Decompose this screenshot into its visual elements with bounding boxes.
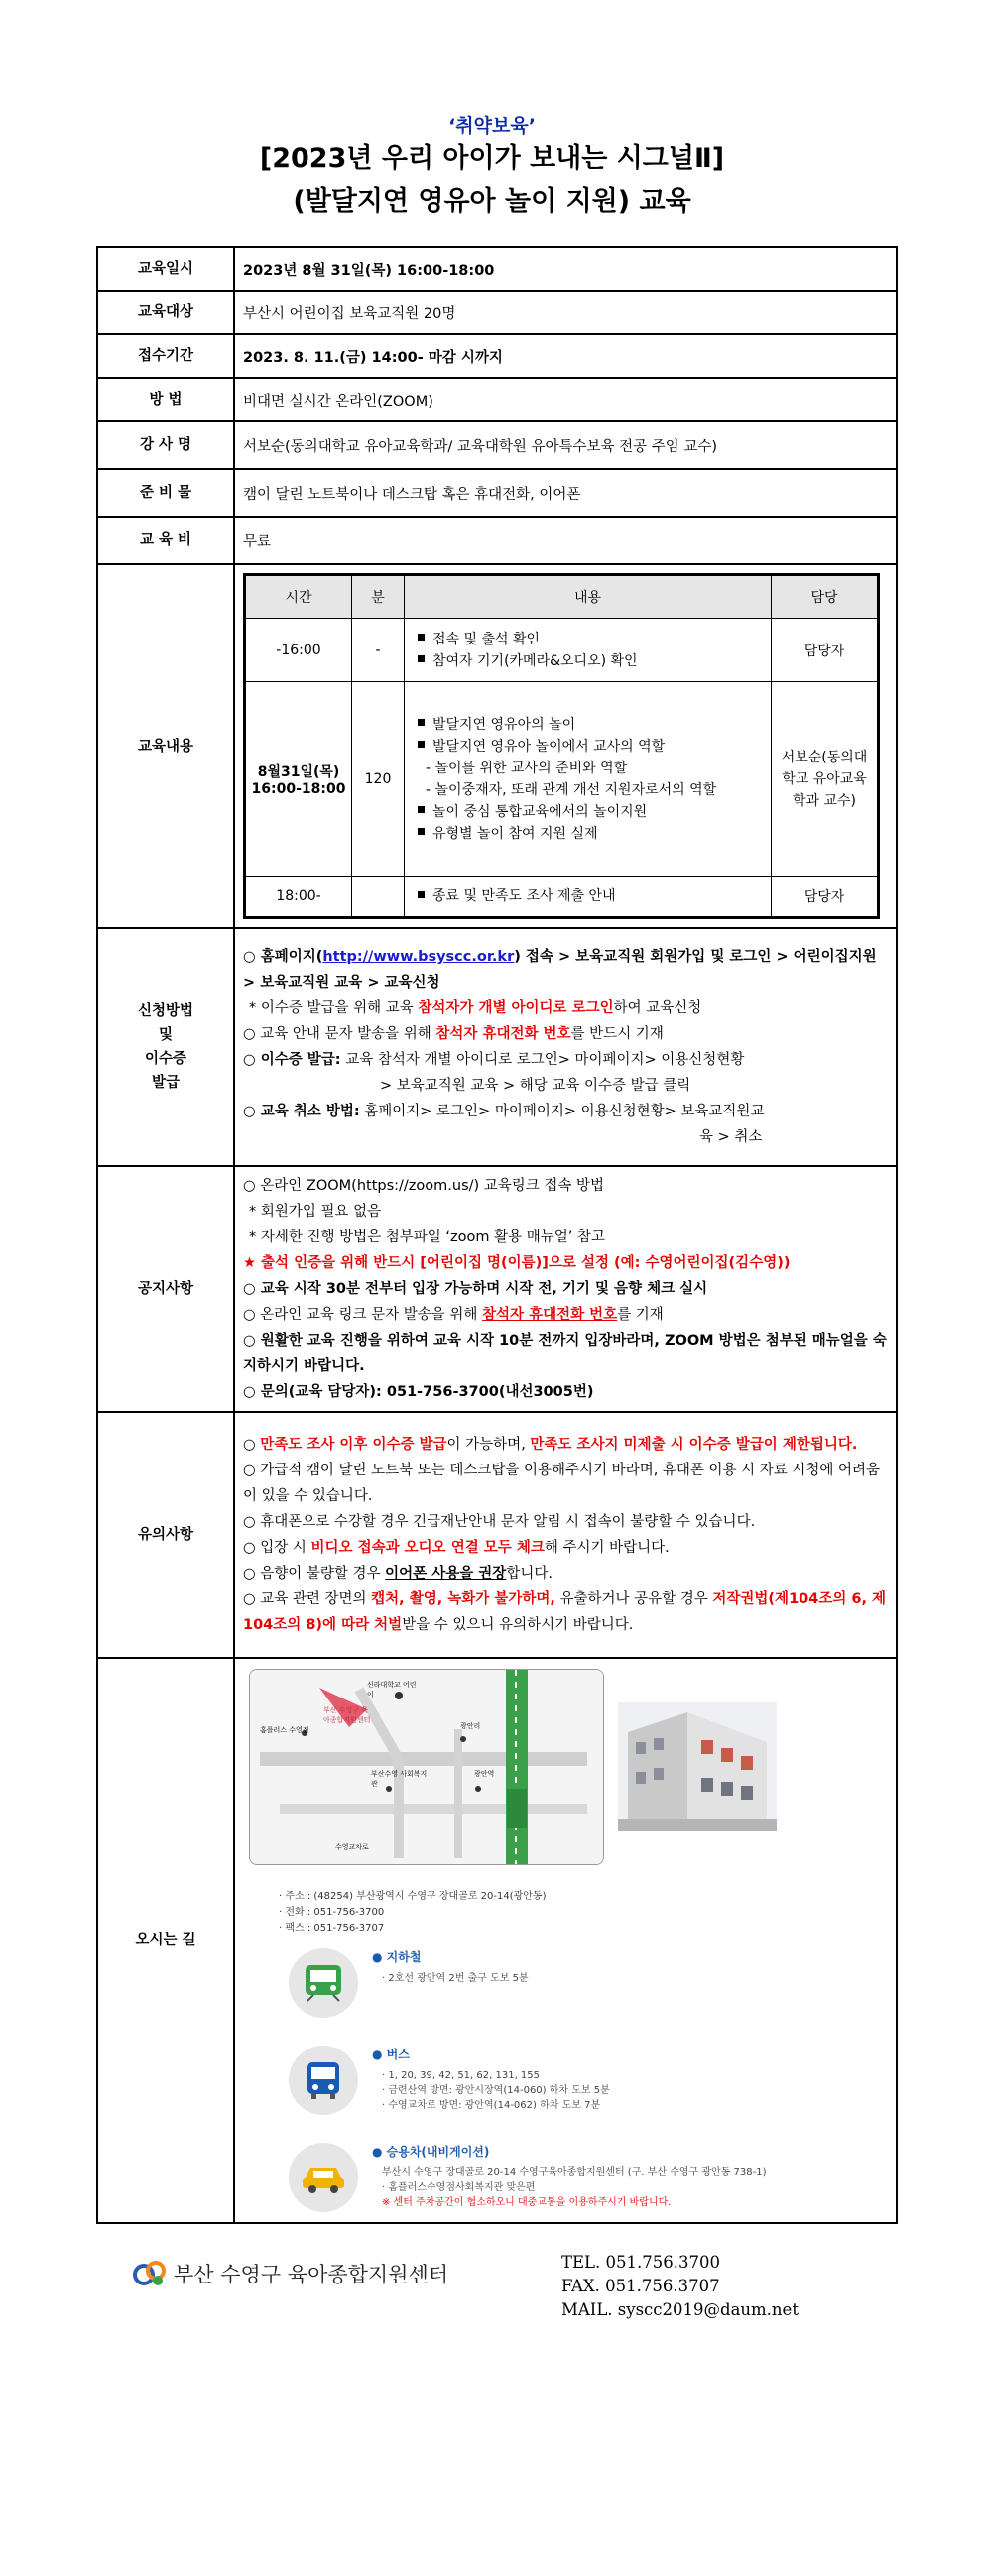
map-label-b: 홈플러스 수영점 (260, 1726, 309, 1734)
building-graphic (618, 1702, 777, 1831)
org-name: 부산 수영구 육아종합지원센터 (174, 2263, 449, 2286)
footer (0, 2241, 984, 2340)
value-date: 2023년 8월 31일(목) 16:00-18:00 (234, 247, 897, 291)
apply-line-2: * 이수증 발급을 위해 교육 참석자가 개별 아이디로 로그인하여 교육신청 (249, 1000, 702, 1016)
schedule-row-1 (245, 619, 879, 682)
row-directions (97, 1658, 897, 2223)
bus-info (289, 2046, 882, 2115)
schedule-row1-min: - (352, 619, 405, 682)
label-lecturer: 강 사 명 (97, 421, 234, 469)
subway-info (289, 1948, 882, 2018)
contact-tel: TEL. 051.756.3700 (561, 2253, 720, 2272)
list-item: 발달지연 영유아 놀이에서 교사의 역할 (418, 736, 770, 758)
schedule-row-2 (245, 682, 879, 877)
value-method: 비대면 실시간 온라인(ZOOM) (234, 378, 897, 421)
phone-text: · 전화 : 051-756-3700 (279, 1907, 385, 1918)
label-method: 방 법 (97, 378, 234, 421)
caution-line-6: ○ 교육 관련 장면의 캡처, 촬영, 녹화가 불가하며, 유출하거나 공유할 경우 저작권법(제104조의 6, 제104조의 8)에 따라 처벌받을 수 있으니 유의하시기 바랍니다. (243, 1591, 887, 1633)
car-heading: ● 승용차(내비게이션) (372, 2145, 490, 2159)
schedule-row3-time: 18:00- (245, 877, 352, 918)
list-subitem: - 놀이를 위한 교사의 준비와 역할 (426, 760, 628, 776)
map-label-c: 광안리 (460, 1722, 481, 1730)
building-photo (618, 1702, 777, 1831)
label-caution: 유의사항 (97, 1412, 234, 1658)
address-block (249, 1889, 882, 1936)
contact-fax: FAX. 051.756.3707 (561, 2277, 720, 2295)
info-table (96, 246, 898, 2224)
notice-line-1: ○ 온라인 ZOOM(https://zoom.us/) 교육링크 접속 방법 (243, 1178, 605, 1194)
value-lecturer: 서보순(동의대학교 유아교육학과/ 교육대학원 유아특수보육 전공 주임 교수) (234, 421, 897, 469)
label-content: 교육내용 (97, 564, 234, 928)
notice-line-7: ○ 원활한 교육 진행을 위하여 교육 시작 10분 전까지 입장바라며, ZOOM 방법은 첨부된 매뉴얼을 숙지하시기 바랍니다. (243, 1333, 887, 1374)
list-item: 발달지연 영유아의 놀이 (418, 714, 770, 736)
schedule-row-3 (245, 877, 879, 918)
car-text-2: · 홈플러스수영점사회복지관 맞은편 (382, 2182, 536, 2193)
document-title-line1: [2023년 우리 아이가 보내는 시그널Ⅱ] (259, 143, 725, 174)
schedule-header-content: 내용 (405, 575, 772, 619)
bus-text-1: · 1, 20, 39, 42, 51, 62, 131, 155 (382, 2070, 541, 2081)
value-period: 2023. 8. 11.(금) 14:00- 마감 시까지 (234, 334, 897, 378)
car-icon (289, 2143, 358, 2212)
apply-line-4b: > 보육교직원 교육 > 해당 교육 이수증 발급 클릭 (380, 1078, 691, 1094)
map-area (249, 1669, 882, 1865)
row-content (97, 564, 897, 928)
value-target: 부산시 어린이집 보육교직원 20명 (234, 291, 897, 334)
apply-line-5: ○ 교육 취소 방법: 홈페이지> 로그인> 마이페이지> 이용신청현황> 보육교직원교 (243, 1104, 765, 1119)
notice-line-6: ○ 온라인 교육 링크 문자 발송을 위해 참석자 휴대전화 번호를 기재 (243, 1307, 664, 1323)
schedule-row2-content (405, 682, 772, 877)
schedule-row1-owner: 담당자 (772, 619, 879, 682)
row-fee (97, 517, 897, 564)
label-target: 교육대상 (97, 291, 234, 334)
org-logo (132, 2259, 448, 2288)
list-item: 종료 및 만족도 조사 제출 안내 (418, 885, 770, 907)
org-logo-icon (132, 2259, 168, 2288)
map-label-d: 광안역 (474, 1770, 495, 1778)
apply-content (234, 928, 897, 1166)
address-text: · 주소 : (48254) 부산광역시 수영구 장대골로 20-14(광안동) (279, 1891, 547, 1902)
car-note: ※ 센터 주차공간이 협소하오니 대중교통을 이용하주시기 바랍니다. (382, 2197, 672, 2208)
row-method (97, 378, 897, 421)
label-fee: 교 육 비 (97, 517, 234, 564)
map-label-center: 부산 수영구 육아종합지원센터 (323, 1706, 371, 1724)
value-prep: 캠이 달린 노트북이나 데스크탑 혹은 휴대전화, 이어폰 (234, 469, 897, 517)
contact-mail[interactable]: MAIL. syscc2019@daum.net (561, 2300, 799, 2319)
caution-line-3: ○ 휴대폰으로 수강할 경우 긴급재난안내 문자 알림 시 접속이 불량할 수 있습니다. (243, 1514, 756, 1530)
schedule-row3-content (405, 877, 772, 918)
subway-text: · 2호선 광안역 2번 출구 도보 5분 (382, 1973, 529, 1984)
row-target (97, 291, 897, 334)
schedule-row3-min (352, 877, 405, 918)
bus-heading: ● 버스 (372, 2048, 410, 2061)
label-apply: 신청방법 및 이수증 발급 (97, 928, 234, 1166)
apply-line-1: ○ 홈페이지(http://www.bsyscc.or.kr) 접속 > 보육교직원 회원가입 및 로그인 > 어린이집지원 > 보육교직원 교육 > 교육신청 (243, 949, 877, 991)
caution-line-2: ○ 가급적 캠이 달린 노트북 또는 데스크탑을 이용해주시기 바라며, 휴대폰 이용 시 자료 시청에 어려움이 있을 수 있습니다. (243, 1463, 881, 1504)
map-label-f: 부산수영 사회복지관 (371, 1770, 428, 1788)
apply-line-5b: 육 > 취소 (699, 1129, 763, 1145)
map-graphic (250, 1670, 603, 1864)
bus-icon (289, 2046, 358, 2115)
document-subtitle: ‘취약보육’ (448, 115, 536, 137)
row-date (97, 247, 897, 291)
list-item: 접속 및 출석 확인 (418, 629, 770, 650)
caution-line-4: ○ 입장 시 비디오 접속과 오디오 연결 모두 체크해 주시기 바랍니다. (243, 1540, 670, 1556)
contact-block (561, 2251, 799, 2322)
schedule-row1-time: -16:00 (245, 619, 352, 682)
schedule-row1-content (405, 619, 772, 682)
schedule-row3-owner: 담당자 (772, 877, 879, 918)
row-caution (97, 1412, 897, 1658)
location-map[interactable] (249, 1669, 604, 1865)
document-header (0, 111, 984, 224)
list-subitem: - 놀이중재자, 또래 관계 개선 지원자로서의 역할 (426, 781, 717, 798)
notice-line-3: * 자세한 진행 방법은 첨부파일 ‘zoom 활용 매뉴얼’ 참고 (249, 1229, 605, 1245)
car-info (289, 2143, 882, 2212)
notice-line-4: ★ 출석 인증을 위해 반드시 [어린이집 명(이름)]으로 설정 (예: 수영어린이집(김수영)) (243, 1255, 791, 1271)
notice-content (234, 1166, 897, 1412)
document-title-line2: (발달지연 영유아 놀이 지원) 교육 (293, 186, 691, 217)
list-item: 유형별 놀이 참여 지원 실제 (418, 823, 770, 845)
car-text-1: 부산시 수영구 장대골로 20-14 수영구육아종합지원센터 (구. 부산 수영구 광안동 738-1) (382, 2167, 767, 2178)
fax-text: · 팩스 : 051-756-3707 (279, 1923, 385, 1933)
label-notice: 공지사항 (97, 1166, 234, 1412)
list-item: 놀이 중심 통합교육에서의 놀이지원 (418, 801, 770, 823)
apply-line-4: ○ 이수증 발급: 교육 참석자 개별 아이디로 로그인> 마이페이지> 이용신청현황 (243, 1052, 745, 1068)
caution-content (234, 1412, 897, 1658)
label-directions: 오시는 길 (97, 1658, 234, 2223)
notice-line-8: ○ 문의(교육 담당자): 051-756-3700(내선3005번) (243, 1384, 594, 1400)
label-period: 접수기간 (97, 334, 234, 378)
bus-text-2: · 금련산역 방면: 광안시장역(14-060) 하차 도보 5분 (382, 2085, 610, 2096)
schedule-row2-time: 8월31일(목) 16:00-18:00 (245, 682, 352, 877)
schedule-row2-owner: 서보순(동의대학교 유아교육학과 교수) (772, 682, 879, 877)
notice-line-2: * 회원가입 필요 없음 (249, 1204, 382, 1220)
row-prep (97, 469, 897, 517)
subway-heading: ● 지하철 (372, 1950, 422, 1964)
subway-icon (289, 1948, 358, 2018)
map-label-a: 신라대학교 어린이 (367, 1681, 417, 1698)
list-item: 참여자 기기(카메라&오디오) 확인 (418, 650, 770, 672)
row-apply (97, 928, 897, 1166)
row-lecturer (97, 421, 897, 469)
caution-line-5: ○ 음향이 불량할 경우 이어폰 사용을 권장합니다. (243, 1566, 553, 1581)
row-notice (97, 1166, 897, 1412)
schedule-header-time: 시간 (245, 575, 352, 619)
schedule-header-min: 분 (352, 575, 405, 619)
directions-content (234, 1658, 897, 2223)
apply-line-3: ○ 교육 안내 문자 발송을 위해 참석자 휴대전화 번호를 반드시 기재 (243, 1026, 664, 1042)
map-label-e: 수영교차로 (335, 1843, 369, 1851)
schedule-table (243, 573, 880, 919)
value-fee: 무료 (234, 517, 897, 564)
row-period (97, 334, 897, 378)
notice-line-5: ○ 교육 시작 30분 전부터 입장 가능하며 시작 전, 기기 및 음향 체크 실시 (243, 1281, 708, 1297)
caution-line-1: ○ 만족도 조사 이후 이수증 발급이 가능하며, 만족도 조사지 미제출 시 이수증 발급이 제한됩니다. (243, 1437, 858, 1453)
label-date: 교육일시 (97, 247, 234, 291)
schedule-row2-min: 120 (352, 682, 405, 877)
schedule-header-owner: 담당 (772, 575, 879, 619)
content-cell (234, 564, 897, 928)
bus-text-3: · 수영교차로 방면: 광안역(14-062) 하차 도보 7분 (382, 2100, 601, 2111)
homepage-link[interactable]: http://www.bsyscc.or.kr (322, 949, 515, 965)
label-prep: 준 비 물 (97, 469, 234, 517)
